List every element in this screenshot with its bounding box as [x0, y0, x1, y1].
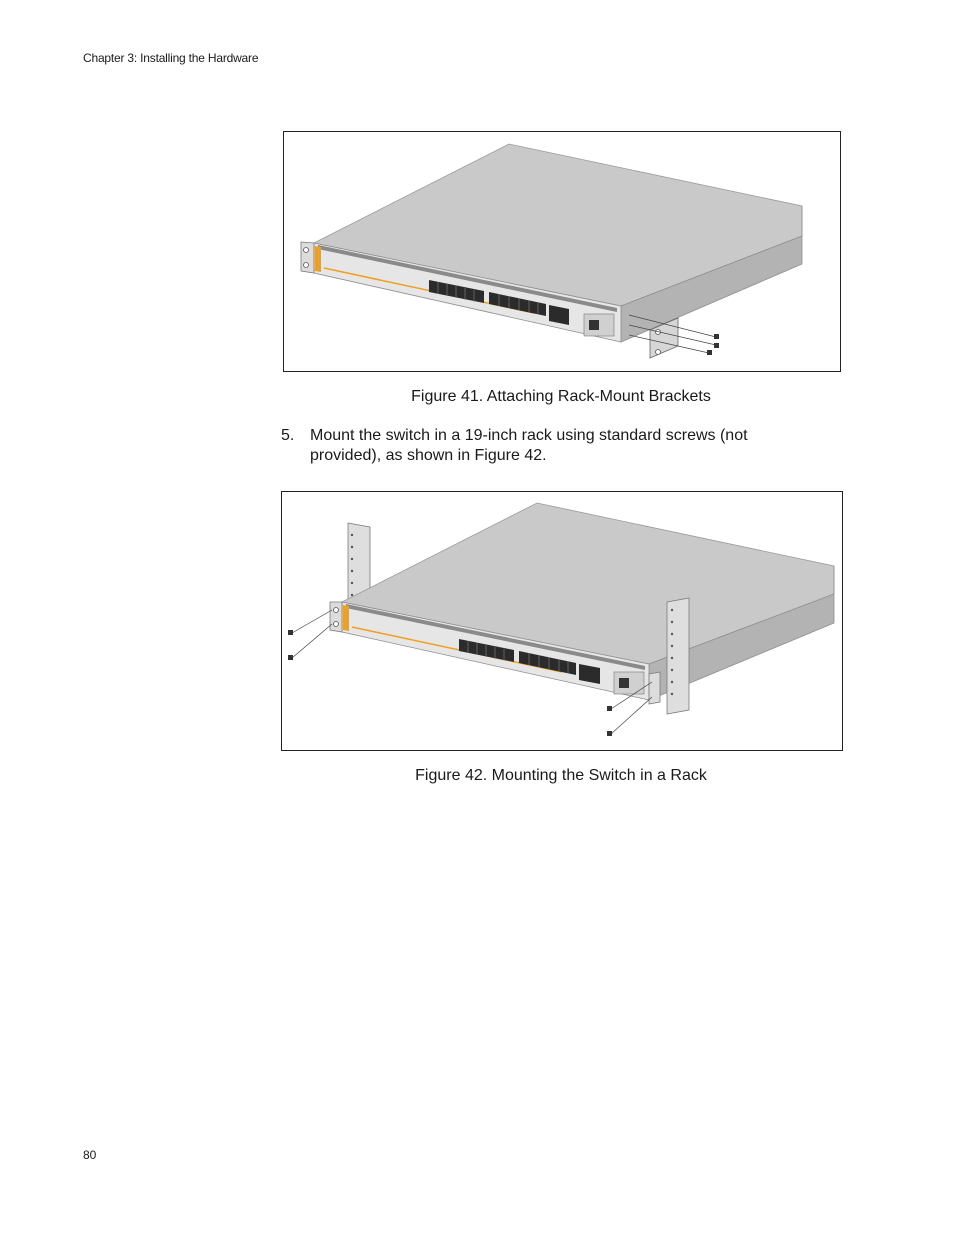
figure-41-frame — [283, 131, 841, 372]
step-text: Mount the switch in a 19-inch rack using standard screws (not provided), as shown in Figure 42. — [310, 427, 748, 464]
step-number: 5. — [281, 427, 295, 444]
running-header: Chapter 3: Installing the Hardware — [83, 51, 259, 65]
page-number: 80 — [83, 1148, 97, 1162]
figure-41-illustration — [284, 132, 840, 371]
figure-42-illustration — [282, 492, 842, 750]
figure-42-caption: Figure 42. Mounting the Switch in a Rack — [415, 767, 707, 784]
figure-42-frame — [281, 491, 843, 751]
figure-41-caption: Figure 41. Attaching Rack-Mount Brackets — [411, 388, 711, 405]
